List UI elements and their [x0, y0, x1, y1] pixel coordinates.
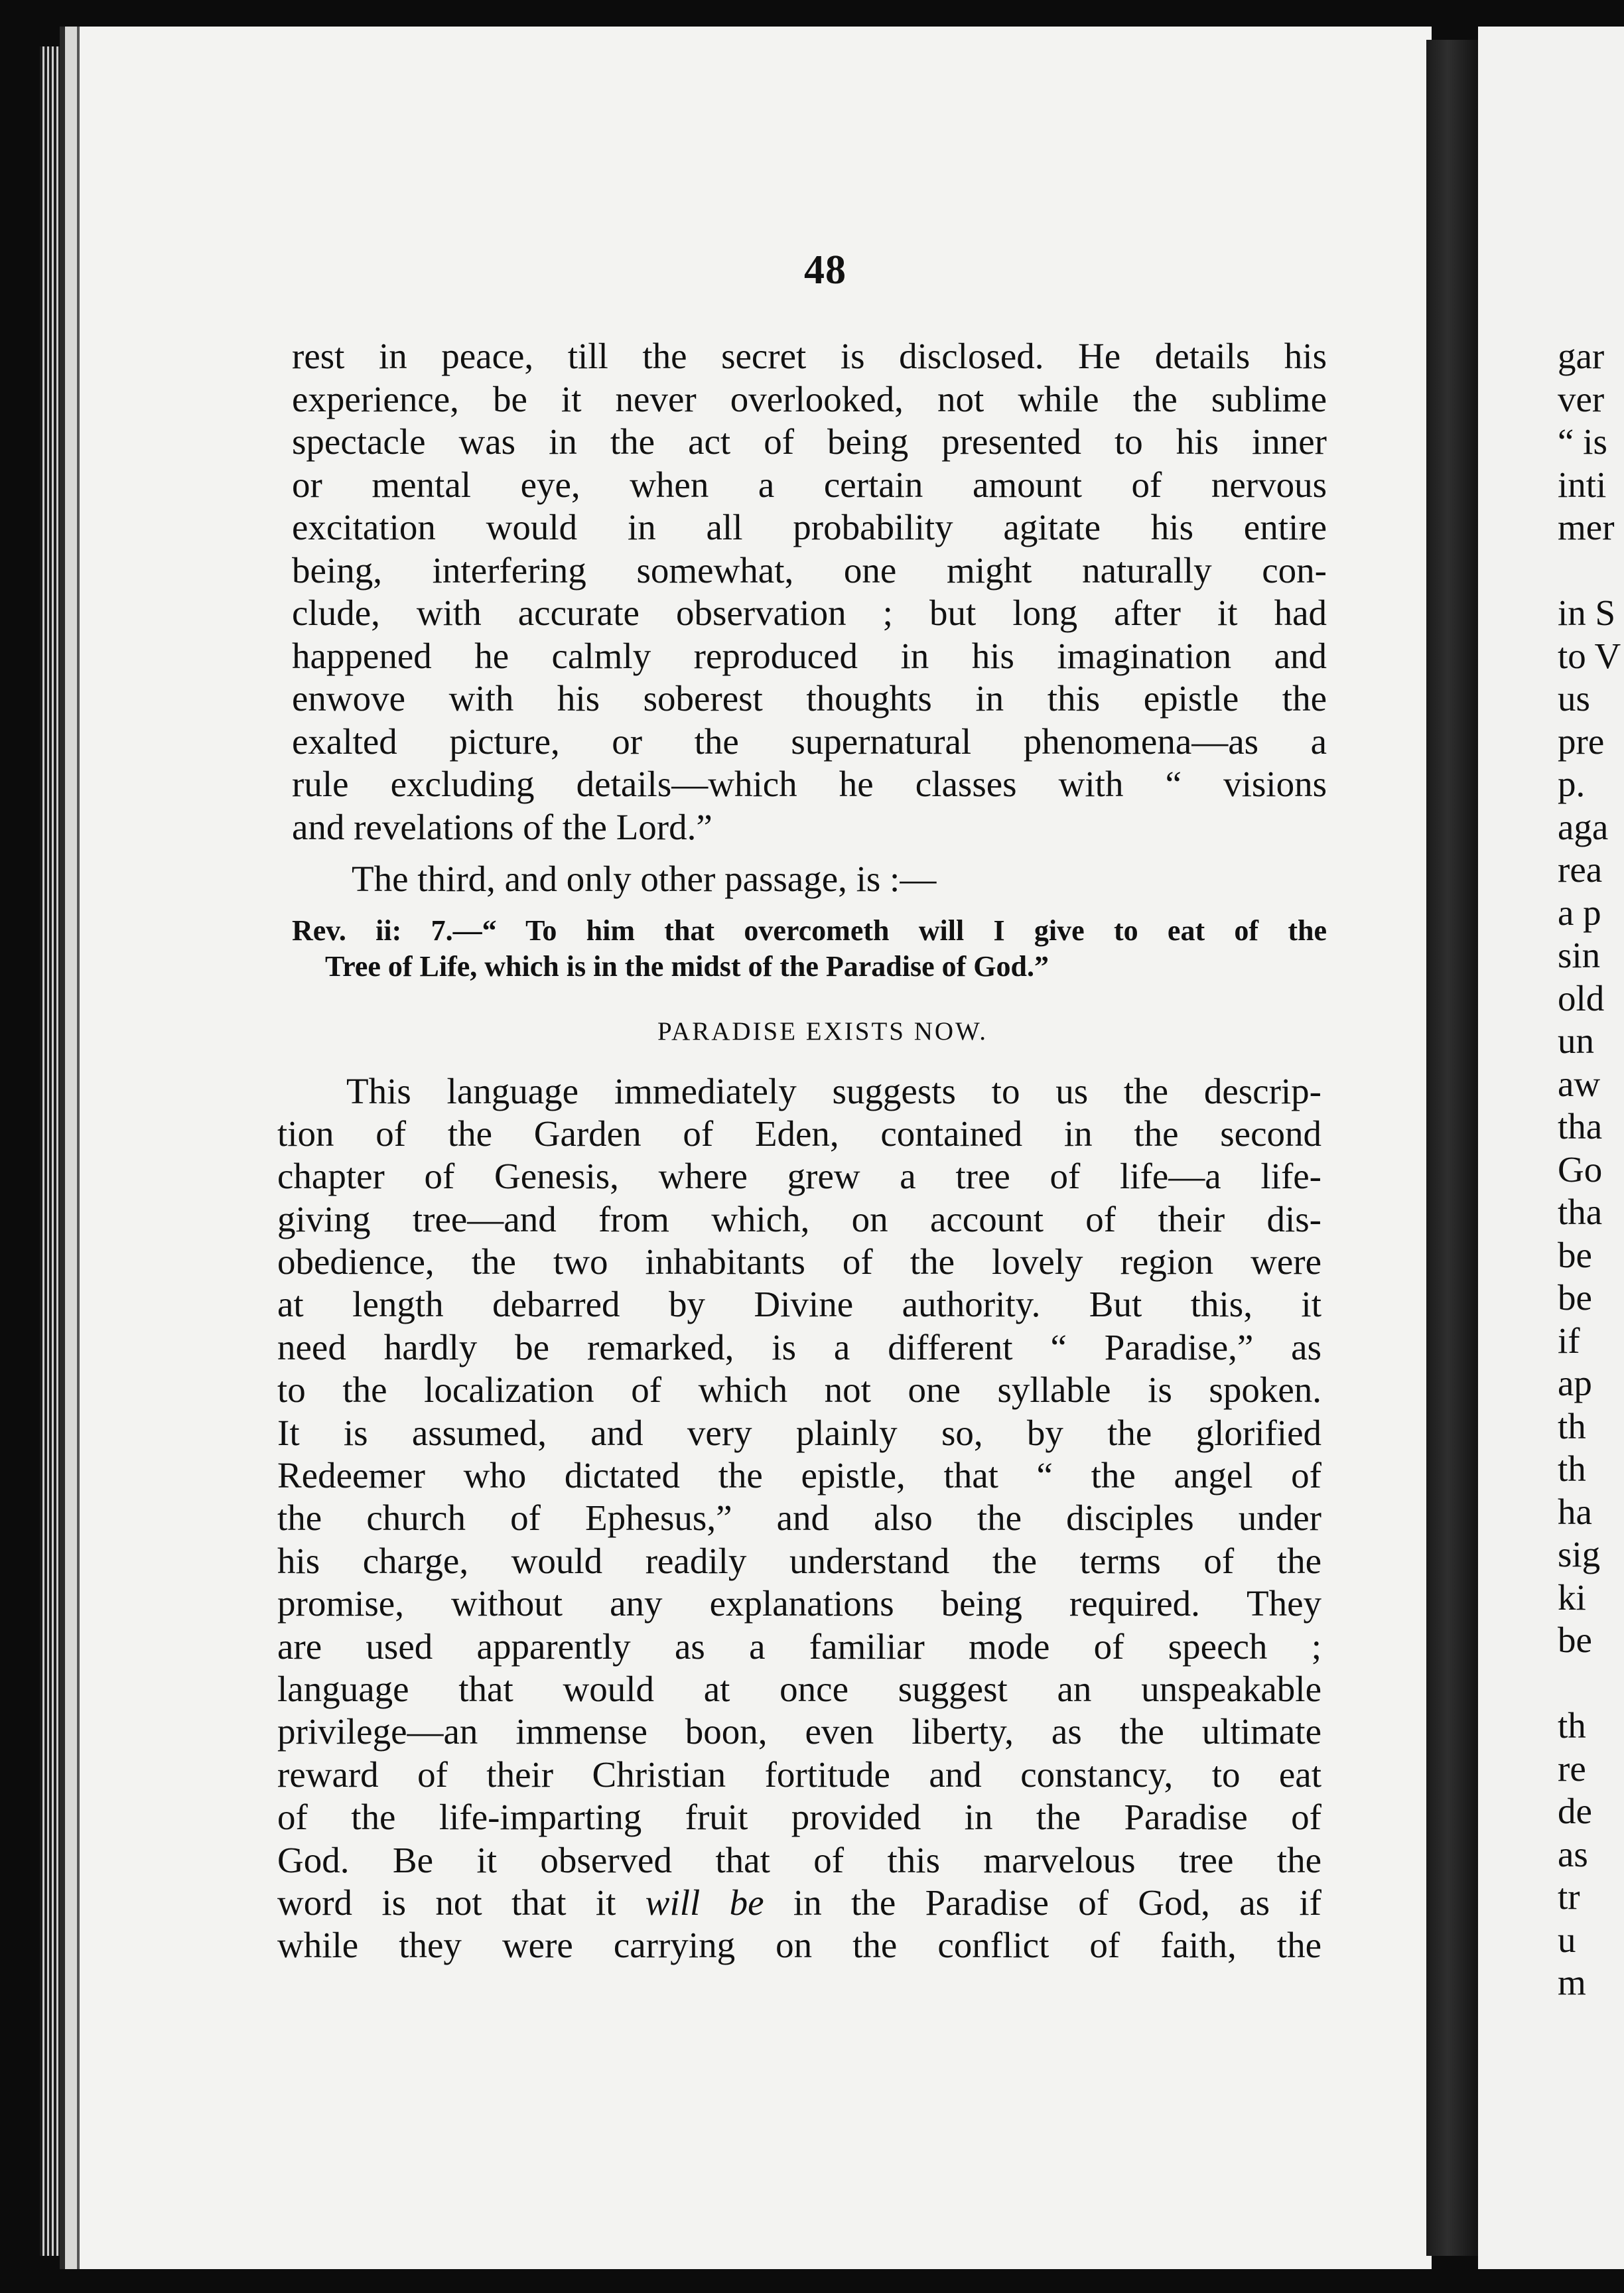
right-page-fragment: us	[1558, 678, 1590, 719]
quote-line: Rev. ii: 7.—“ To him that overcometh will I give to eat of the	[292, 914, 1327, 947]
paragraph-2	[277, 1070, 1321, 1967]
text-line: are used apparently as a familiar mode of speech ;	[277, 1626, 1321, 1667]
text-line	[277, 1882, 1321, 1924]
book-gutter	[1426, 40, 1479, 2256]
right-page-fragment: ki	[1558, 1576, 1586, 1618]
text-line: clude, with accurate observation ; but long after it had	[292, 592, 1327, 633]
right-page-fragment: re	[1558, 1748, 1586, 1789]
right-page-fragment: ha	[1558, 1491, 1592, 1532]
text-line: language that would at once suggest an unspeakable	[277, 1668, 1321, 1709]
right-page-fragment: u	[1558, 1919, 1576, 1960]
right-page-fragment: old	[1558, 977, 1605, 1018]
right-page-fragment: be	[1558, 1234, 1592, 1275]
right-page-fragment: in S	[1558, 592, 1616, 633]
right-page-fragment: if	[1558, 1320, 1580, 1361]
right-page-fragment: to V	[1558, 635, 1621, 676]
right-page-fragment: aga	[1558, 806, 1609, 847]
right-page-fragment: be	[1558, 1620, 1592, 1660]
right-page-fragment: ap	[1558, 1363, 1592, 1403]
text-line: exalted picture, or the supernatural phenomena—as a	[292, 721, 1327, 762]
text-span: word is not that it	[277, 1882, 645, 1923]
right-page-fragment: aw	[1558, 1063, 1601, 1104]
text-line: This language immediately suggests to us the descrip-	[346, 1070, 1321, 1111]
text-line: tion of the Garden of Eden, contained in the second	[277, 1113, 1321, 1154]
right-page-fragment: a p	[1558, 892, 1601, 933]
scripture-quote	[292, 913, 1327, 985]
right-page-fragment: p.	[1558, 764, 1586, 804]
text-line: experience, be it never overlooked, not while the sublime	[292, 378, 1327, 419]
right-page-fragment: pre	[1558, 721, 1605, 762]
text-line: being, interfering somewhat, one might naturally con-	[292, 549, 1327, 591]
text-line: rule excluding details—which he classes with “ visions	[292, 764, 1327, 804]
text-line: giving tree—and from which, on account of their dis-	[277, 1198, 1321, 1239]
right-page-fragment: th	[1558, 1448, 1586, 1489]
text-line: or mental eye, when a certain amount of nervous	[292, 464, 1327, 505]
text-line: his charge, would readily understand the terms of the	[277, 1540, 1321, 1581]
main-text	[277, 335, 1327, 1967]
text-span: in the Paradise of God, as if	[764, 1882, 1321, 1923]
page-number: 48	[804, 247, 846, 293]
right-page-fragment: inti	[1558, 464, 1607, 505]
right-page-fragment: be	[1558, 1277, 1592, 1318]
right-page-fragment: rea	[1558, 849, 1603, 890]
text-line: need hardly be remarked, is a different “ Paradise,” as	[277, 1326, 1321, 1367]
text-line: while they were carrying on the conflict of faith, the	[277, 1925, 1321, 1966]
right-page-fragment: th	[1558, 1405, 1586, 1446]
text-line: chapter of Genesis, where grew a tree of life—a life-	[277, 1156, 1321, 1197]
right-page-fragment: tr	[1558, 1876, 1580, 1917]
right-page-fragment	[1558, 549, 1624, 592]
right-page-fragment: as	[1558, 1833, 1588, 1874]
text-line: at length debarred by Divine authority. But this, it	[277, 1284, 1321, 1325]
text-line: enwove with his soberest thoughts in this epistle the	[292, 678, 1327, 719]
right-page-fragment: tha	[1558, 1106, 1603, 1146]
text-line: obedience, the two inhabitants of the lovely region were	[277, 1241, 1321, 1283]
text-line: happened he calmly reproduced in his imagination and	[292, 635, 1327, 676]
right-page-text-fragments	[1558, 335, 1624, 2004]
text-line: spectacle was in the act of being presented to his inner	[292, 421, 1327, 462]
right-page-fragment: sin	[1558, 935, 1601, 975]
right-page-fragment: de	[1558, 1791, 1592, 1831]
right-page-fragment: mer	[1558, 507, 1615, 547]
right-page-fragment: ver	[1558, 378, 1605, 419]
lead-in-line: The third, and only other passage, is :—	[352, 859, 937, 899]
paragraph-1	[292, 335, 1327, 849]
text-line: excitation would in all probability agitate his entire	[292, 507, 1327, 547]
right-page-fragment	[1558, 1662, 1624, 1705]
text-line: privilege—an immense boon, even liberty, as the ultimate	[277, 1711, 1321, 1752]
text-line: the church of Ephesus,” and also the disciples under	[277, 1497, 1321, 1539]
text-line: of the life-imparting fruit provided in the Paradise of	[277, 1797, 1321, 1838]
section-heading: PARADISE EXISTS NOW.	[657, 1016, 988, 1046]
right-page-fragment: gar	[1558, 336, 1605, 376]
quote-line: Tree of Life, which is in the midst of the Paradise of God.”	[325, 949, 1049, 983]
right-page-fragment: Go	[1558, 1148, 1603, 1190]
right-page-fragment: th	[1558, 1705, 1586, 1746]
right-page-fragment: sig	[1558, 1534, 1601, 1574]
text-line: God. Be it observed that of this marvelous tree the	[277, 1839, 1321, 1880]
text-line: promise, without any explanations being required. They	[277, 1583, 1321, 1624]
text-line: It is assumed, and very plainly so, by the glorified	[277, 1412, 1321, 1453]
text-line: rest in peace, till the secret is disclosed. He details his	[292, 336, 1327, 376]
text-line: reward of their Christian fortitude and constancy, to eat	[277, 1754, 1321, 1795]
right-page-fragment: m	[1558, 1962, 1586, 2002]
text-line: to the localization of which not one syllable is spoken.	[277, 1369, 1321, 1411]
right-page-fragment: tha	[1558, 1192, 1603, 1232]
right-page-fragment: un	[1558, 1020, 1594, 1061]
text-line: Redeemer who dictated the epistle, that “ the angel of	[277, 1455, 1321, 1496]
text-line: and revelations of the Lord.”	[292, 806, 712, 847]
right-page-fragment: “ is	[1558, 421, 1607, 462]
emphasis-text: will be	[645, 1882, 764, 1923]
